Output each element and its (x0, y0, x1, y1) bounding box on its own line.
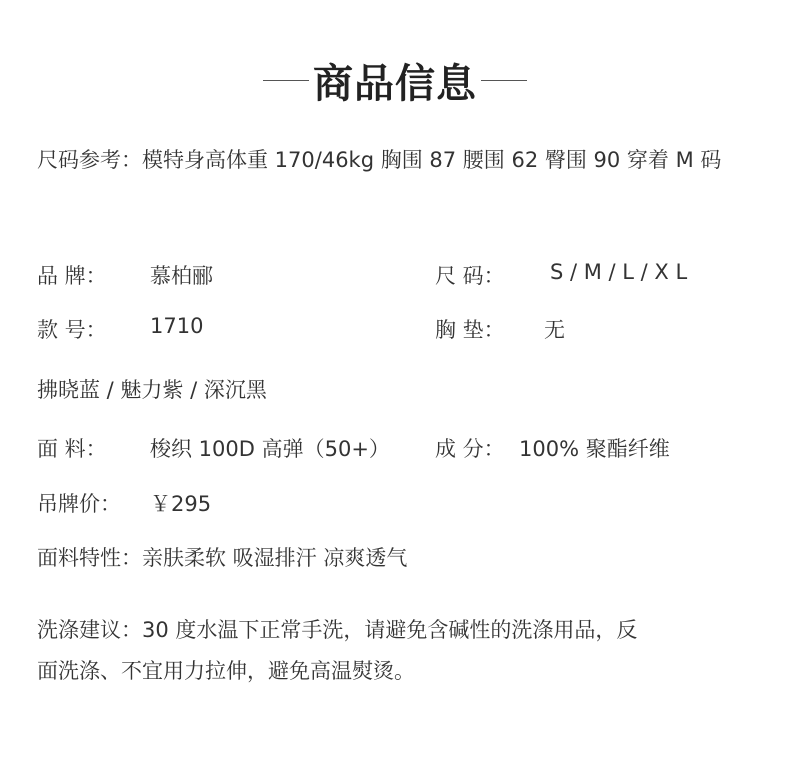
page-title: 商品信息 (313, 61, 477, 107)
padding-value: 无 (544, 318, 565, 342)
composition-label: 成 分： (435, 437, 505, 461)
size-value: S / M / L / X L (550, 260, 688, 284)
composition-value: 100% 聚酯纤维 (519, 437, 670, 461)
size-label: 尺 码： (435, 264, 505, 288)
fabric-label: 面 料： (37, 437, 107, 461)
tag-price-label: 吊牌价： (37, 492, 121, 516)
fabric-features: 面料特性：亲肤柔软 吸湿排汗 凉爽透气 (37, 546, 408, 570)
tag-price-value: ￥295 (150, 492, 212, 516)
brand-label: 品 牌： (37, 264, 107, 288)
washing-advice (37, 610, 757, 692)
title-left-divider (263, 80, 309, 81)
brand-value: 慕柏郦 (150, 264, 213, 288)
style-no-value: 1710 (150, 314, 204, 338)
washing-advice-line-2: 面洗涤、不宜用力拉伸，避免高温熨烫。 (37, 659, 415, 683)
fabric-value: 梭织 100D 高弹（50+） (150, 437, 390, 461)
section-title (0, 52, 790, 109)
padding-label: 胸 垫： (435, 318, 505, 342)
color-options: 拂晓蓝 / 魅力紫 / 深沉黑 (37, 378, 267, 402)
washing-advice-line-1: 洗涤建议：30 度水温下正常手洗，请避免含碱性的洗涤用品，反 (37, 618, 638, 642)
title-right-divider (481, 80, 527, 81)
size-reference: 尺码参考：模特身高体重 170/46kg 胸围 87 腰围 62 臀围 90 穿着 M 码 (37, 148, 722, 172)
style-no-label: 款 号： (37, 318, 107, 342)
